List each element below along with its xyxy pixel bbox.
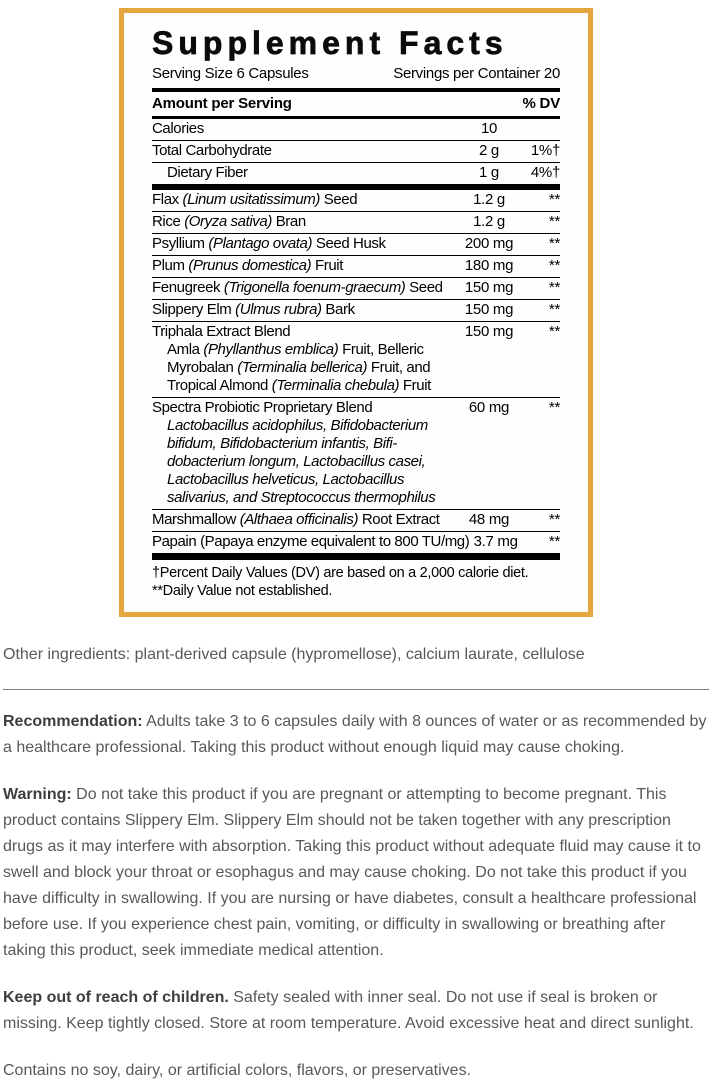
text-segment: Spectra Probiotic Proprietary Blend [152, 398, 373, 416]
latin-name: (Phyllanthus emblica) [203, 340, 339, 358]
amount-value: 1.2 g [473, 212, 505, 230]
amount-value: 48 mg [468, 510, 510, 528]
dv-value: ** [548, 398, 560, 416]
row-main-line [152, 257, 560, 275]
latin-name: (Plantago ovata) [208, 234, 313, 252]
percent-dv-header: % DV [522, 94, 560, 112]
row-main-line [152, 533, 560, 551]
row-main-line [152, 399, 560, 417]
blend-component-line [167, 377, 560, 395]
serving-info-row [152, 64, 560, 88]
table-row [152, 233, 560, 255]
table-row [152, 277, 560, 299]
ingredient-name [152, 323, 460, 341]
text-segment: Papain (Papaya enzyme equivalent to 800 TU/mg) [152, 532, 470, 550]
text-segment: Plum [152, 256, 189, 274]
body-paragraph [3, 1058, 709, 1084]
amount-value: 1.2 g [473, 190, 505, 208]
latin-name: salivarius, and Streptococcus thermophilus [167, 488, 436, 506]
amount-value: 150 mg [464, 278, 514, 296]
dv-value: ** [548, 234, 560, 252]
package-copy [0, 642, 712, 1084]
ingredient-name [152, 142, 460, 160]
text-segment: Psyllium [152, 234, 209, 252]
blend-component-line [167, 341, 560, 359]
text-segment: Total Carbohydrate [152, 141, 272, 159]
paragraphs [3, 709, 709, 1084]
text-segment: Fruit [399, 376, 431, 394]
text-segment: Flax [152, 190, 183, 208]
paragraph-lead: Recommendation: [3, 712, 143, 730]
text-segment: Seed [405, 278, 443, 296]
ingredient-name [152, 399, 460, 417]
dv-value: ** [548, 532, 560, 550]
ingredient-name [152, 301, 460, 319]
blend-components [152, 417, 560, 507]
text-segment: Seed [319, 190, 358, 208]
row-main-line [152, 511, 560, 529]
text-segment: Bark [321, 300, 355, 318]
row-main-line [152, 301, 560, 319]
ingredient-name [152, 213, 460, 231]
paragraph-lead: Warning: [3, 785, 72, 803]
row-main-line [152, 279, 560, 297]
text-segment: Fruit, Belleric [338, 340, 424, 358]
amount-value: 2 g [479, 141, 499, 159]
text-segment: Fenugreek [152, 278, 224, 296]
amount-value: 150 mg [464, 322, 514, 340]
row-main-line [152, 142, 560, 160]
dv-value: 4%† [530, 163, 560, 181]
amount-value: 180 mg [464, 256, 514, 274]
footnotes [152, 560, 560, 600]
text-segment: Marshmallow [152, 510, 240, 528]
table-row [152, 211, 560, 233]
supplement-facts-panel [119, 8, 593, 617]
table-row [152, 321, 560, 397]
other-ingredients: Other ingredients: plant-derived capsule (hypromellose), calcium laurate, cellulose [3, 645, 585, 663]
blend-component-line [167, 359, 560, 377]
row-main-line [152, 323, 560, 341]
label-section [152, 119, 560, 184]
paragraph-text: Adults take 3 to 6 capsules daily with 8 ounces of water or as recommended by a healthcare professional. Taking this product without enough liquid may cause choking. [3, 712, 707, 756]
footer-divider [152, 553, 560, 560]
blend-component-line [167, 435, 560, 453]
blend-component-line [167, 417, 560, 435]
row-main-line [152, 120, 560, 138]
divider-rule [3, 689, 709, 690]
amount-value: 1 g [479, 163, 499, 181]
body-paragraph [3, 985, 709, 1037]
paragraph-text: Do not take this product if you are pregnant or attempting to become pregnant. This product contains Slippery Elm. Slippery Elm should not be taken together with any prescription drugs as it may interfere with absorption. Taking this product without adequate fluid may cause it to swell and block your throat or esophagus and may cause choking. Do not take this product if you have difficulty in swallowing. If you are nursing or have diabetes, consult a healthcare professional before use. If you experience chest pain, vomiting, or difficulty in swallowing or breathing after taking this product, seek immediate medical attention. [3, 785, 701, 959]
blend-component-line [167, 471, 560, 489]
label-section [152, 190, 560, 553]
dv-value: ** [548, 510, 560, 528]
latin-name: Lactobacillus acidophilus, Bifidobacterium [167, 416, 428, 434]
dv-value: ** [548, 278, 560, 296]
paragraph-text: Safety sealed with inner seal. Do not use if seal is broken or missing. Keep tightly closed. Store at room temperature. Avoid excessive heat and direct sunlight. [3, 988, 694, 1032]
text-segment: Bran [271, 212, 306, 230]
row-main-line [152, 191, 560, 209]
latin-name: dobacterium longum, Lactobacillus casei, [167, 452, 426, 470]
text-segment: Triphala Extract Blend [152, 322, 291, 340]
table-row [152, 299, 560, 321]
amount-value: 10 [480, 119, 498, 137]
ingredient-name [152, 191, 460, 209]
text-segment: Dietary Fiber [167, 163, 248, 181]
ingredient-name [152, 511, 460, 529]
latin-name: (Prunus domestica) [188, 256, 312, 274]
panel-title: Supplement Facts [152, 25, 508, 61]
paragraph-text: Contains no soy, dairy, or artificial colors, flavors, or preservatives. [3, 1061, 472, 1079]
row-main-line [152, 164, 560, 182]
dv-value: ** [548, 300, 560, 318]
text-segment: Slippery Elm [152, 300, 236, 318]
amount-value: 60 mg [468, 398, 510, 416]
table-row [152, 119, 560, 140]
text-segment: Calories [152, 119, 204, 137]
latin-name: (Ulmus rubra) [235, 300, 322, 318]
column-header-row [152, 92, 560, 116]
ingredient-name [152, 164, 460, 182]
footnote-dv: †Percent Daily Values (DV) are based on a 2,000 calorie diet. [152, 564, 529, 581]
dv-value: ** [548, 190, 560, 208]
label-rows [152, 119, 560, 553]
ingredient-name [152, 235, 460, 253]
latin-name: bifidum, Bifidobacterium infantis, Bifi- [167, 434, 397, 452]
latin-name: (Althaea officinalis) [239, 510, 359, 528]
serving-size: Serving Size 6 Capsules [152, 64, 309, 82]
ingredient-name [152, 533, 469, 551]
row-main-line [152, 235, 560, 253]
latin-name: (Oryza sativa) [184, 212, 272, 230]
blend-components [152, 341, 560, 395]
latin-name: Lactobacillus helveticus, Lactobacillus [167, 470, 405, 488]
text-segment: Rice [152, 212, 185, 230]
dv-value: ** [548, 322, 560, 340]
latin-name: (Terminalia bellerica) [237, 358, 368, 376]
footnote-not-established: **Daily Value not established. [152, 582, 333, 599]
dv-value: ** [548, 256, 560, 274]
latin-name: (Terminalia chebula) [271, 376, 400, 394]
paragraph-lead: Keep out of reach of children. [3, 988, 229, 1006]
ingredient-name [152, 257, 460, 275]
amount-per-serving-header: Amount per Serving [152, 94, 292, 112]
text-segment: Amla [167, 340, 204, 358]
dv-value: 1%† [530, 141, 560, 159]
table-row [152, 190, 560, 211]
text-segment: Myrobalan [167, 358, 238, 376]
table-row [152, 162, 560, 184]
text-segment: Seed Husk [312, 234, 386, 252]
table-row [152, 397, 560, 509]
latin-name: (Linum usitatissimum) [182, 190, 320, 208]
text-segment: Tropical Almond [167, 376, 272, 394]
table-row [152, 140, 560, 162]
amount-value: 200 mg [464, 234, 514, 252]
dv-value: ** [548, 212, 560, 230]
servings-per-container: Servings per Container 20 [393, 64, 560, 82]
row-main-line [152, 213, 560, 231]
blend-component-line [167, 489, 560, 507]
table-row [152, 509, 560, 531]
amount-value: 3.7 mg [473, 532, 518, 550]
text-segment: Fruit, and [367, 358, 431, 376]
text-segment: Root Extract [358, 510, 440, 528]
ingredient-name [152, 279, 460, 297]
body-paragraph [3, 709, 709, 761]
blend-component-line [167, 453, 560, 471]
body-paragraph [3, 782, 709, 964]
amount-value: 150 mg [464, 300, 514, 318]
table-row [152, 255, 560, 277]
text-segment: Fruit [311, 256, 343, 274]
ingredient-name [152, 120, 460, 138]
latin-name: (Trigonella foenum-graecum) [223, 278, 406, 296]
table-row [152, 531, 560, 553]
